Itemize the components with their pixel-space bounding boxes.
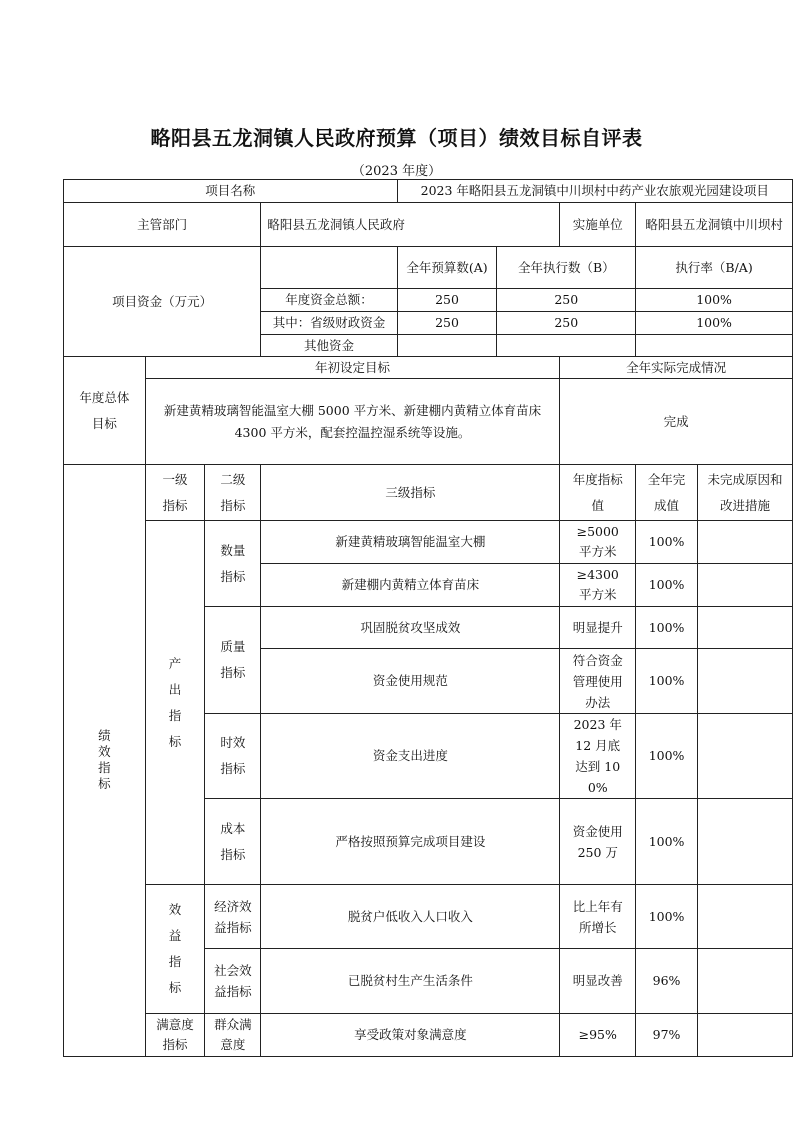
funds-row-name: 年度资金总额： (261, 289, 397, 312)
indicator-actual: 100% (636, 649, 698, 714)
economic-label: 经济效益指标 (205, 885, 261, 949)
impl-unit-value: 略阳县五龙洞镇中川坝村 (636, 203, 793, 247)
project-name-row (64, 180, 793, 203)
funds-row-a: 250 (397, 312, 497, 335)
report-year: （2023 年度） (351, 164, 442, 179)
indicator-target: 符合资金管理使用办法 (560, 649, 636, 714)
goal-actual-text: 完成 (560, 379, 793, 465)
indicator-actual: 100% (636, 714, 698, 799)
indicator-actual: 100% (636, 521, 698, 564)
time-label: 时效指标 (205, 714, 261, 799)
indicator-actual: 96% (636, 949, 698, 1014)
perf-header-l3: 三级指标 (261, 465, 560, 521)
indicator-target: 明显改善 (560, 949, 636, 1014)
perf-header-actual: 全年完成值 (636, 465, 698, 521)
indicator-reason (697, 564, 792, 607)
funds-label: 项目资金（万元） (64, 247, 261, 357)
self-evaluation-table (63, 179, 793, 1057)
indicator-actual: 100% (636, 564, 698, 607)
perf-header-reason: 未完成原因和改进措施 (697, 465, 792, 521)
department-row (64, 203, 793, 247)
indicator-actual: 97% (636, 1014, 698, 1057)
indicator-target: ≥4300 平方米 (560, 564, 636, 607)
funds-row-rate: 100% (636, 312, 793, 335)
funds-row-name: 其他资金 (261, 335, 397, 357)
indicator-name: 巩固脱贫攻坚成效 (261, 607, 560, 649)
indicator-name: 已脱贫村生产生活条件 (261, 949, 560, 1014)
funds-row-a (397, 335, 497, 357)
goal-label: 年度总体目标 (64, 357, 146, 465)
funds-row-rate (636, 335, 793, 357)
funds-col-rate: 执行率（B/A) (636, 247, 793, 289)
project-name-value: 2023 年略阳县五龙洞镇中川坝村中药产业农旅观光园建设项目 (397, 180, 792, 203)
indicator-reason (697, 521, 792, 564)
goal-header-row (64, 357, 793, 379)
indicator-actual: 100% (636, 607, 698, 649)
satisfaction-label: 满意度指标 (145, 1014, 205, 1057)
indicator-target: ≥5000 平方米 (560, 521, 636, 564)
indicator-name: 严格按照预算完成项目建设 (261, 799, 560, 885)
perf-header-row (64, 465, 793, 521)
dept-value: 略阳县五龙洞镇人民政府 (261, 203, 560, 247)
satisfaction-sub-label: 群众满意度 (205, 1014, 261, 1057)
indicator-name: 新建棚内黄精立体育苗床 (261, 564, 560, 607)
indicator-reason (697, 799, 792, 885)
funds-col-b: 全年执行数（B） (497, 247, 636, 289)
funds-header-row (64, 247, 793, 289)
dept-label: 主管部门 (64, 203, 261, 247)
project-name-label: 项目名称 (64, 180, 398, 203)
perf-row (64, 885, 793, 949)
cost-label: 成本指标 (205, 799, 261, 885)
funds-row-a: 250 (397, 289, 497, 312)
output-label: 产出指标 (145, 521, 205, 885)
perf-header-target: 年度指标值 (560, 465, 636, 521)
perf-row (64, 1014, 793, 1057)
benefit-label: 效益指标 (145, 885, 205, 1014)
indicator-target: 比上年有所增长 (560, 885, 636, 949)
quantity-label: 数量指标 (205, 521, 261, 607)
indicator-name: 脱贫户低收入人口收入 (261, 885, 560, 949)
indicator-reason (697, 714, 792, 799)
indicator-target: ≥95% (560, 1014, 636, 1057)
funds-row-b: 250 (497, 289, 636, 312)
funds-blank-header (261, 247, 397, 289)
goal-content-row (64, 379, 793, 465)
perf-row (64, 521, 793, 564)
goal-set-header: 年初设定目标 (145, 357, 560, 379)
goal-set-text: 新建黄精玻璃智能温室大棚 5000 平方米、新建棚内黄精立体育苗床 4300 平方米，配套控温控湿系统等设施。 (145, 379, 560, 465)
indicator-reason (697, 649, 792, 714)
indicator-target: 资金使用 250 万 (560, 799, 636, 885)
indicator-reason (697, 607, 792, 649)
funds-row-rate: 100% (636, 289, 793, 312)
perf-label: 绩效指标 (64, 465, 146, 1057)
impl-unit-label: 实施单位 (560, 203, 636, 247)
funds-row-b (497, 335, 636, 357)
perf-header-l1: 一级指标 (145, 465, 205, 521)
funds-row-name: 其中：省级财政资金 (261, 312, 397, 335)
indicator-target: 2023 年 12 月底达到 100% (560, 714, 636, 799)
indicator-name: 资金使用规范 (261, 649, 560, 714)
indicator-reason (697, 885, 792, 949)
page-title: 略阳县五龙洞镇人民政府预算（项目）绩效目标自评表 (150, 126, 643, 150)
perf-header-l2: 二级指标 (205, 465, 261, 521)
indicator-name: 新建黄精玻璃智能温室大棚 (261, 521, 560, 564)
funds-col-a: 全年预算数(A) (397, 247, 497, 289)
indicator-reason (697, 949, 792, 1014)
social-label: 社会效益指标 (205, 949, 261, 1014)
indicator-name: 资金支出进度 (261, 714, 560, 799)
quality-label: 质量指标 (205, 607, 261, 714)
indicator-target: 明显提升 (560, 607, 636, 649)
indicator-reason (697, 1014, 792, 1057)
indicator-actual: 100% (636, 799, 698, 885)
goal-actual-header: 全年实际完成情况 (560, 357, 793, 379)
indicator-name: 享受政策对象满意度 (261, 1014, 560, 1057)
funds-row-b: 250 (497, 312, 636, 335)
indicator-actual: 100% (636, 885, 698, 949)
